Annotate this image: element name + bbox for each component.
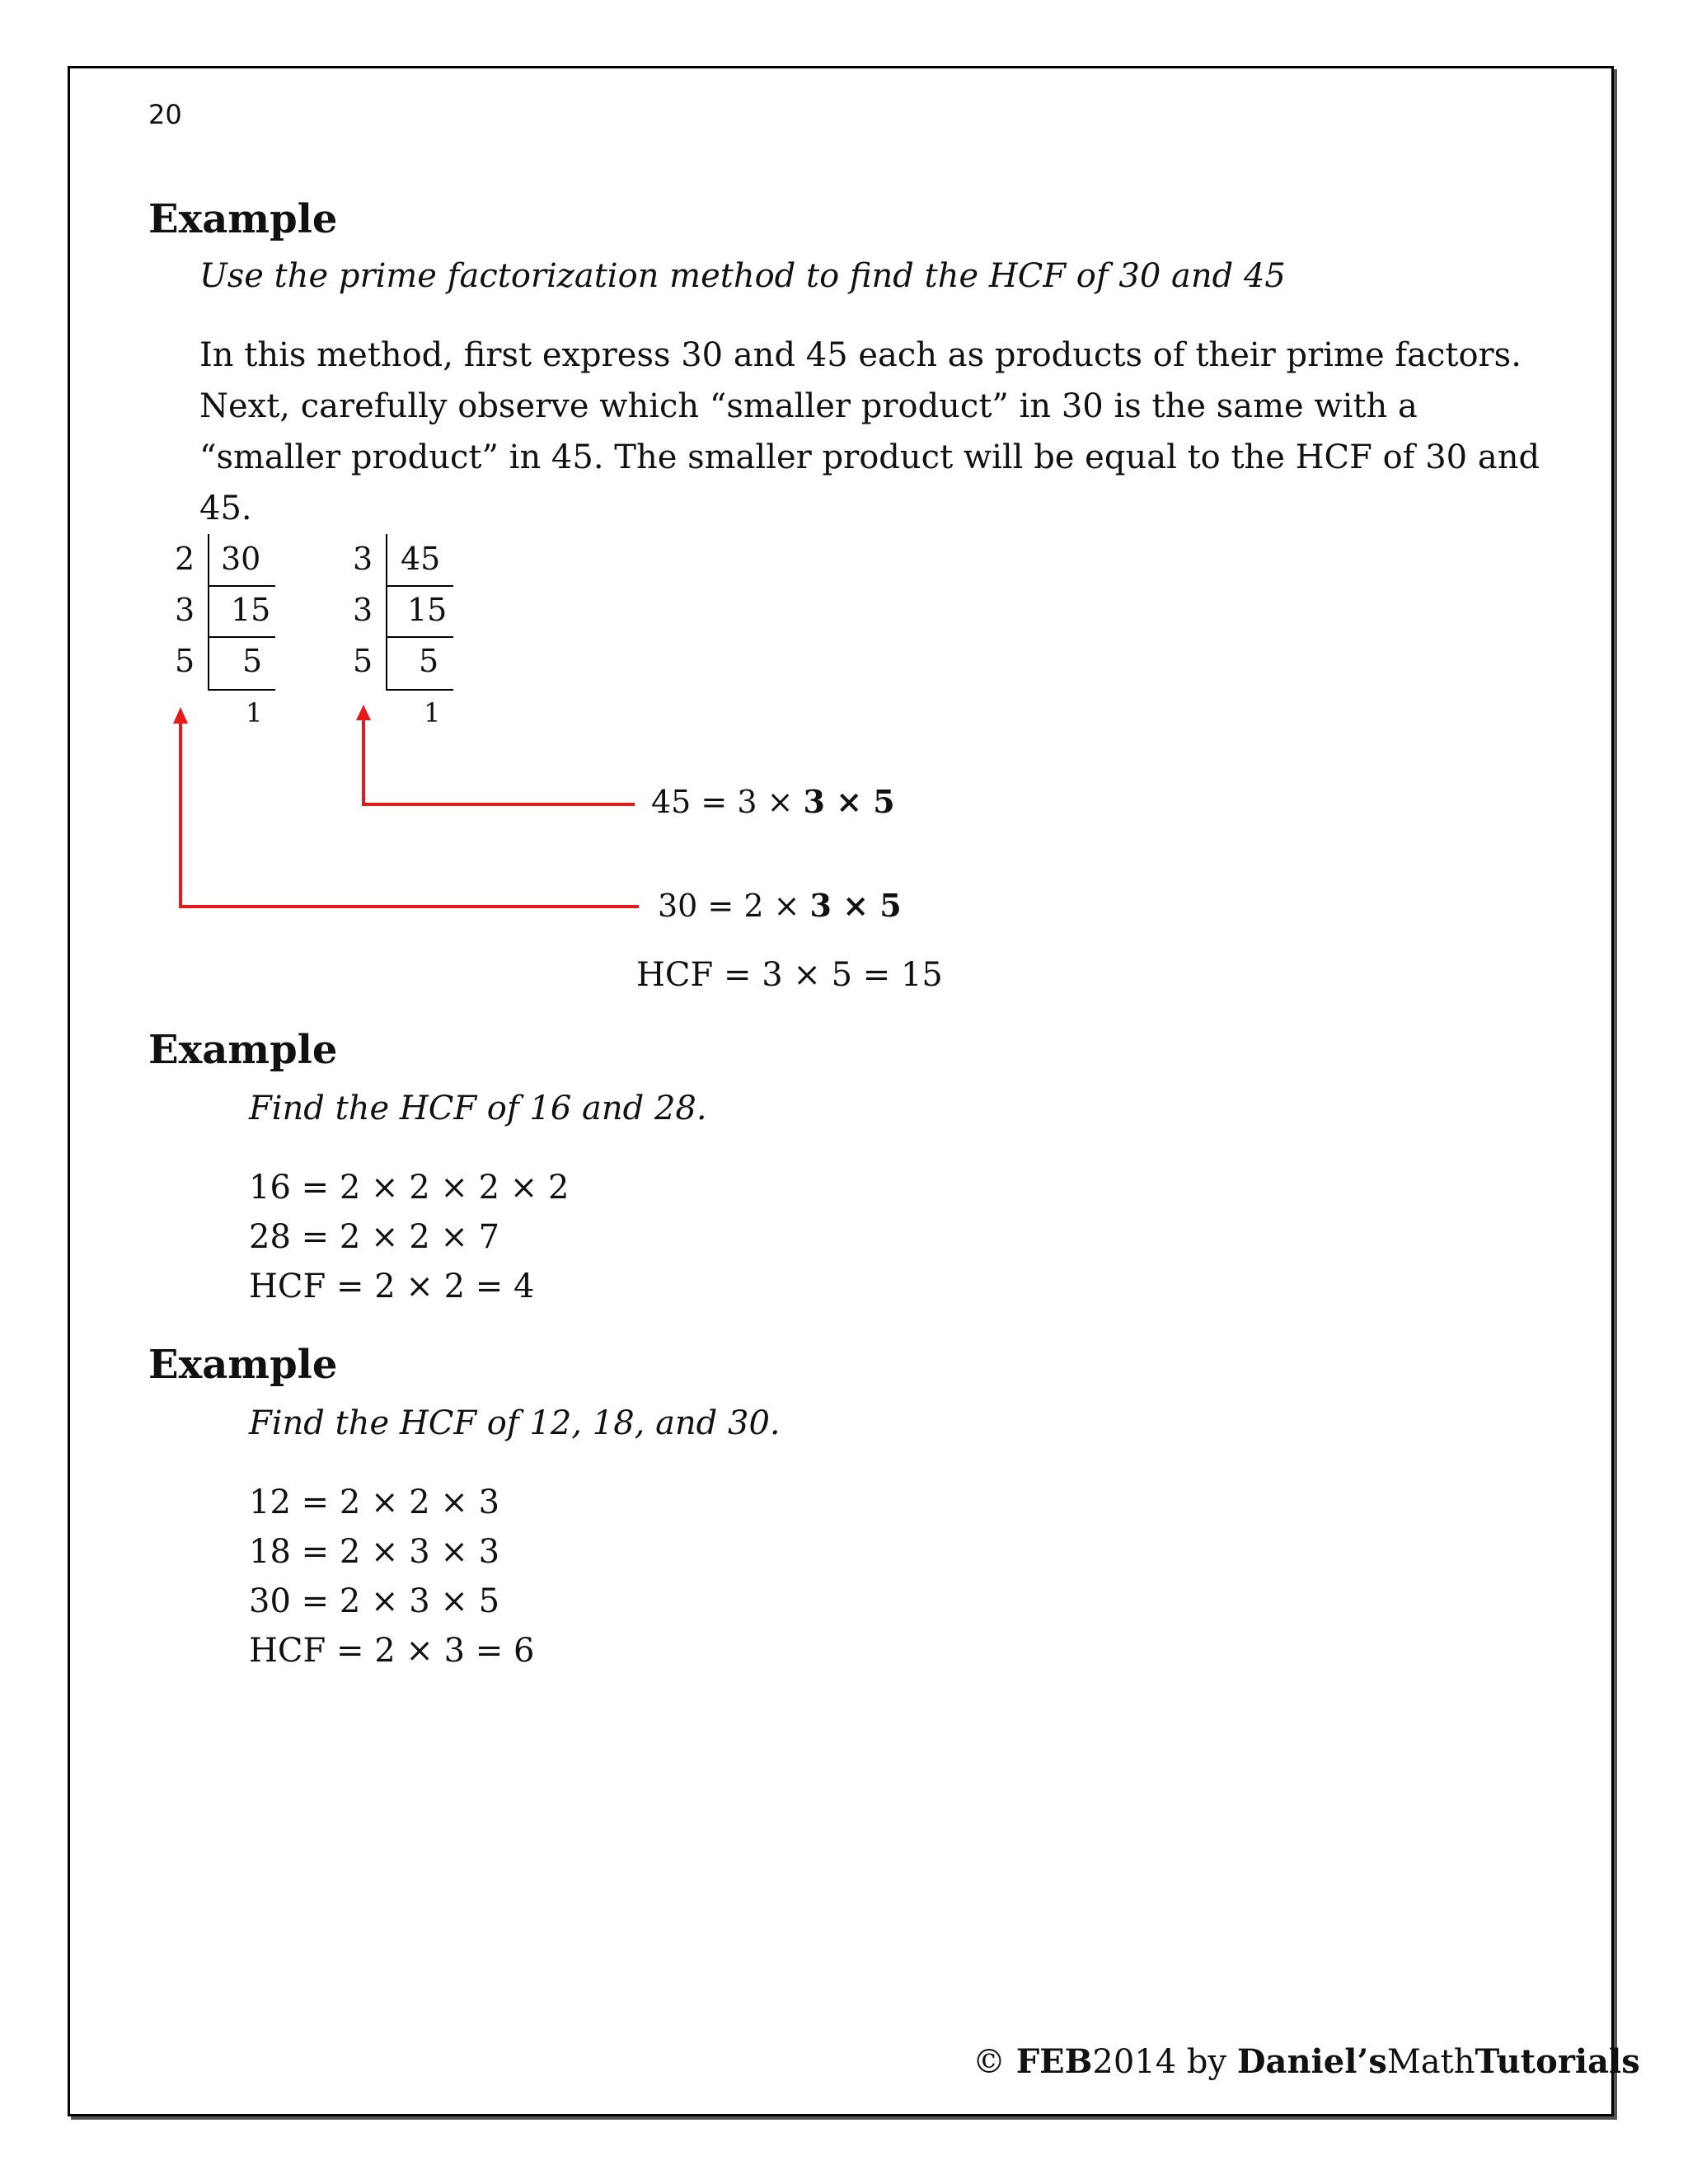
ladder-45-final: 1 [424,697,441,729]
example-3-heading: Example [148,1342,338,1388]
ladder-30-value: 15 [231,592,271,628]
equation-30 [658,887,902,924]
ladder-30-value: 30 [221,541,261,577]
copyright-author: Daniel’s [1236,2042,1387,2081]
example-1-paragraph: In this method, first express 30 and 45 each as products of their prime factors. Next, carefully observe which “smaller product” in 30 is the same with a “smaller product” in 45. The smaller product will be equal to the HCF of 30 and 45. [199,336,1540,527]
equation-45-plain: 45 = 3 × [651,784,804,820]
copyright-tutorials: Tutorials [1475,2042,1640,2081]
red-arrows [0,0,1688,989]
example-2-heading: Example [148,1027,338,1073]
ladder-45-divisor: 3 [353,541,373,577]
ladder-30-final: 1 [246,697,263,729]
example-3-line: 30 = 2 × 3 × 5 [249,1582,500,1620]
arrow-30-line [181,720,639,907]
arrow-group [173,705,639,907]
arrow-45-head [356,705,371,720]
copyright-footer [973,2042,1640,2081]
ladder-45-value: 15 [407,592,448,628]
copyright-symbol: © [973,2043,1016,2081]
copyright-year: 2014 by [1092,2043,1237,2081]
arrow-45-line [363,717,635,804]
example-1-problem: Use the prime factorization method to find the HCF of 30 and 45 [199,257,1286,295]
copyright-month: FEB [1015,2042,1093,2081]
page-number: 20 [148,99,182,130]
ladder-45-divisor: 5 [353,643,373,679]
ladder-30-divisor: 3 [175,592,195,628]
equation-45-bold: 3 × 5 [803,783,895,820]
equation-45 [651,783,895,820]
arrow-30-head [173,707,188,724]
equation-30-bold: 3 × 5 [809,887,902,924]
example-2-line: 16 = 2 × 2 × 2 × 2 [249,1169,570,1207]
example-2-line: HCF = 2 × 2 = 4 [249,1268,535,1305]
example-3-line: 18 = 2 × 3 × 3 [249,1533,500,1571]
ladder-30-divisor: 2 [175,541,195,577]
copyright-math: Math [1386,2043,1475,2081]
ladder-30-divisor: 5 [175,643,195,679]
ladder-45-divisor: 3 [353,592,373,628]
ladder-45-value: 45 [401,541,441,577]
example-2-line: 28 = 2 × 2 × 7 [249,1218,500,1256]
example-1-heading: Example [148,196,338,242]
example-3-problem: Find the HCF of 12, 18, and 30. [249,1404,781,1442]
hcf-result-1: HCF = 3 × 5 = 15 [636,956,943,994]
example-2-problem: Find the HCF of 16 and 28. [249,1090,707,1127]
ladder-30-value: 5 [242,643,263,679]
example-3-line: HCF = 2 × 3 = 6 [249,1632,535,1670]
example-3-line: 12 = 2 × 2 × 3 [249,1483,500,1521]
equation-30-plain: 30 = 2 × [658,888,810,924]
ladder-45-value: 5 [419,643,439,679]
